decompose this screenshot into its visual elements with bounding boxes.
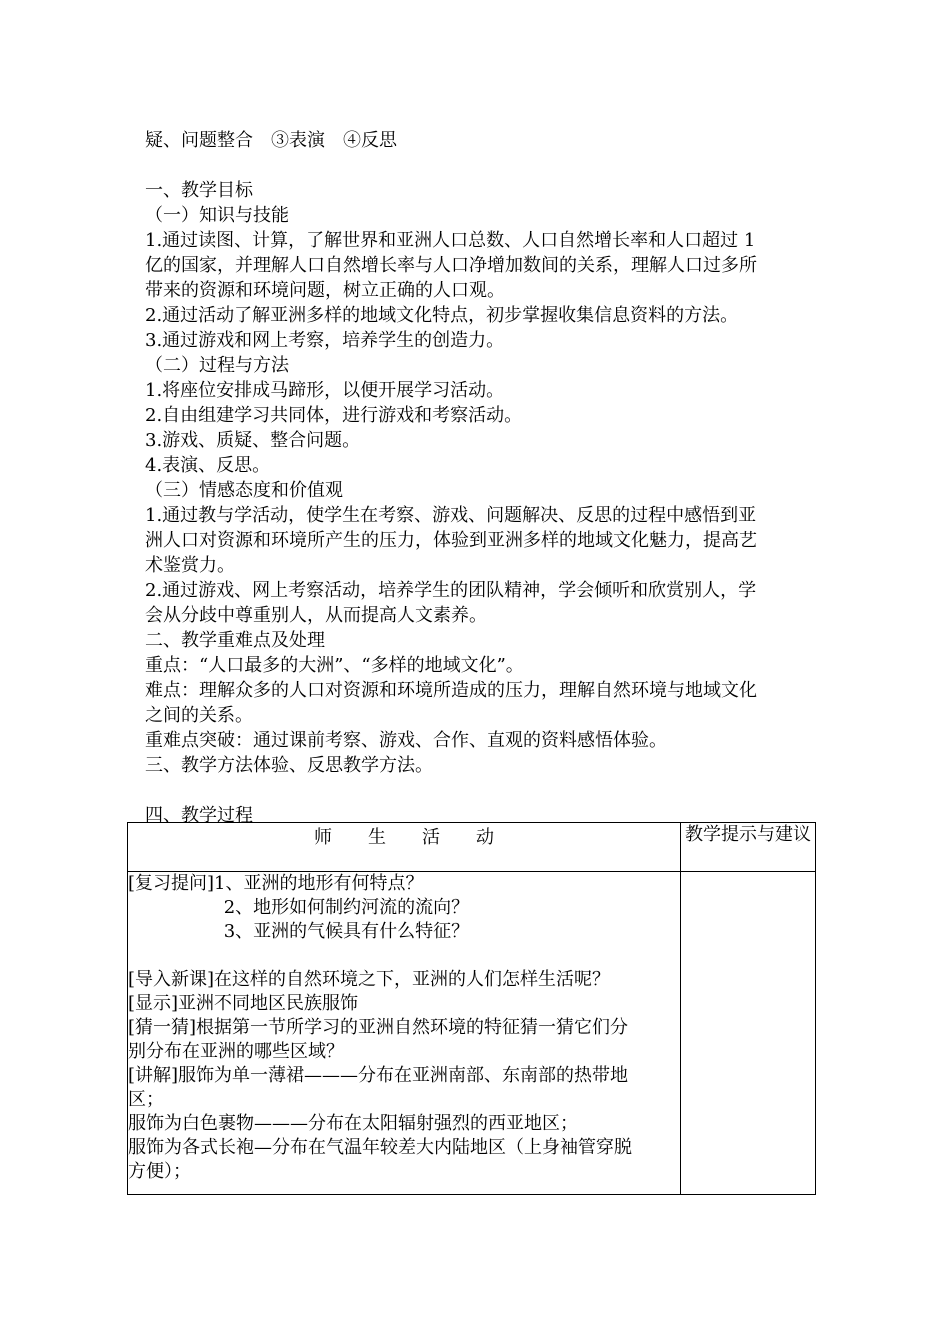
cell-line: [猜一猜]根据第一节所学习的亚洲自然环境的特征猜一猜它们分 (128, 1017, 629, 1038)
cell-line: [显示]亚洲不同地区民族服饰 (128, 993, 359, 1014)
cell-line (128, 944, 680, 968)
text-line: 2.通过游戏、网上考察活动，培养学生的团队精神，学会倾听和欣赏别人，学 (145, 580, 757, 601)
text-line: 1.通过读图、计算，了解世界和亚洲人口总数、人口自然增长率和人口超过 1 (145, 230, 756, 251)
cell-line: 3、亚洲的气候具有什么特征？ (128, 921, 470, 942)
text-line: 1.通过教与学活动，使学生在考察、游戏、问题解决、反思的过程中感悟到亚 (145, 505, 757, 526)
text-line: 4.表演、反思。 (145, 455, 271, 476)
blank-line (145, 778, 815, 803)
text-line: 1.将座位安排成马蹄形，以便开展学习活动。 (145, 380, 505, 401)
cell-line: 区； (128, 1089, 164, 1110)
teaching-process-table (127, 822, 816, 1195)
text-line: 3.游戏、质疑、整合问题。 (145, 430, 361, 451)
header-teaching-tips: 教学提示与建议 (681, 823, 816, 872)
tips-cell (681, 872, 816, 1195)
activity-cell (128, 872, 681, 1195)
text-line: 亿的国家，并理解人口自然增长率与人口净增加数间的关系，理解人口过多所 (145, 255, 757, 276)
text-line: 重难点突破：通过课前考察、游戏、合作、直观的资料感悟体验。 (145, 730, 667, 751)
header-teacher-student-activity: 师 生 活 动 (128, 823, 681, 872)
text-line: 2.自由组建学习共同体，进行游戏和考察活动。 (145, 405, 523, 426)
text-line: 洲人口对资源和环境所产生的压力，体验到亚洲多样的地域文化魅力，提高艺 (145, 530, 757, 551)
cell-line: [复习提问]1、亚洲的地形有何特点？ (128, 873, 424, 894)
section-heading: 四、教学过程 (145, 805, 253, 826)
cell-line: 服饰为白色裹物———分布在太阳辐射强烈的西亚地区； (128, 1113, 578, 1134)
cell-line: 别分布在亚洲的哪些区域？ (128, 1041, 344, 1062)
text-line: 3.通过游戏和网上考察，培养学生的创造力。 (145, 330, 505, 351)
text-line: 2.通过活动了解亚洲多样的地域文化特点，初步掌握收集信息资料的方法。 (145, 305, 739, 326)
cell-line: 2、地形如何制约河流的流向？ (128, 897, 470, 918)
text-line: 会从分歧中尊重别人，从而提高人文素养。 (145, 605, 487, 626)
text-line: 疑、问题整合 ③表演 ④反思 (145, 130, 397, 151)
cell-line: 服饰为各式长袍—分布在气温年较差大内陆地区（上身袖管穿脱 (128, 1137, 632, 1158)
body-text (145, 128, 815, 828)
section-heading: 三、教学方法体验、反思教学方法。 (145, 755, 433, 776)
text-line: 重点：“人口最多的大洲”、“多样的地域文化”。 (145, 655, 524, 676)
cell-line: [导入新课]在这样的自然环境之下，亚洲的人们怎样生活呢？ (128, 969, 611, 990)
text-line: 带来的资源和环境问题，树立正确的人口观。 (145, 280, 505, 301)
text-line: 术鉴赏力。 (145, 555, 235, 576)
text-line: 之间的关系。 (145, 705, 253, 726)
blank-line (145, 153, 815, 178)
section-heading: 二、教学重难点及处理 (145, 630, 325, 651)
subsection-heading: （三）情感态度和价值观 (145, 480, 343, 501)
text-line: 难点：理解众多的人口对资源和环境所造成的压力，理解自然环境与地域文化 (145, 680, 757, 701)
cell-line: [讲解]服饰为单一薄裙———分布在亚洲南部、东南部的热带地 (128, 1065, 629, 1086)
table-row (128, 872, 816, 1195)
cell-line: 方便）； (128, 1161, 191, 1182)
section-heading: 一、教学目标 (145, 180, 253, 201)
subsection-heading: （一）知识与技能 (145, 205, 289, 226)
subsection-heading: （二）过程与方法 (145, 355, 289, 376)
table-header-row (128, 823, 816, 872)
